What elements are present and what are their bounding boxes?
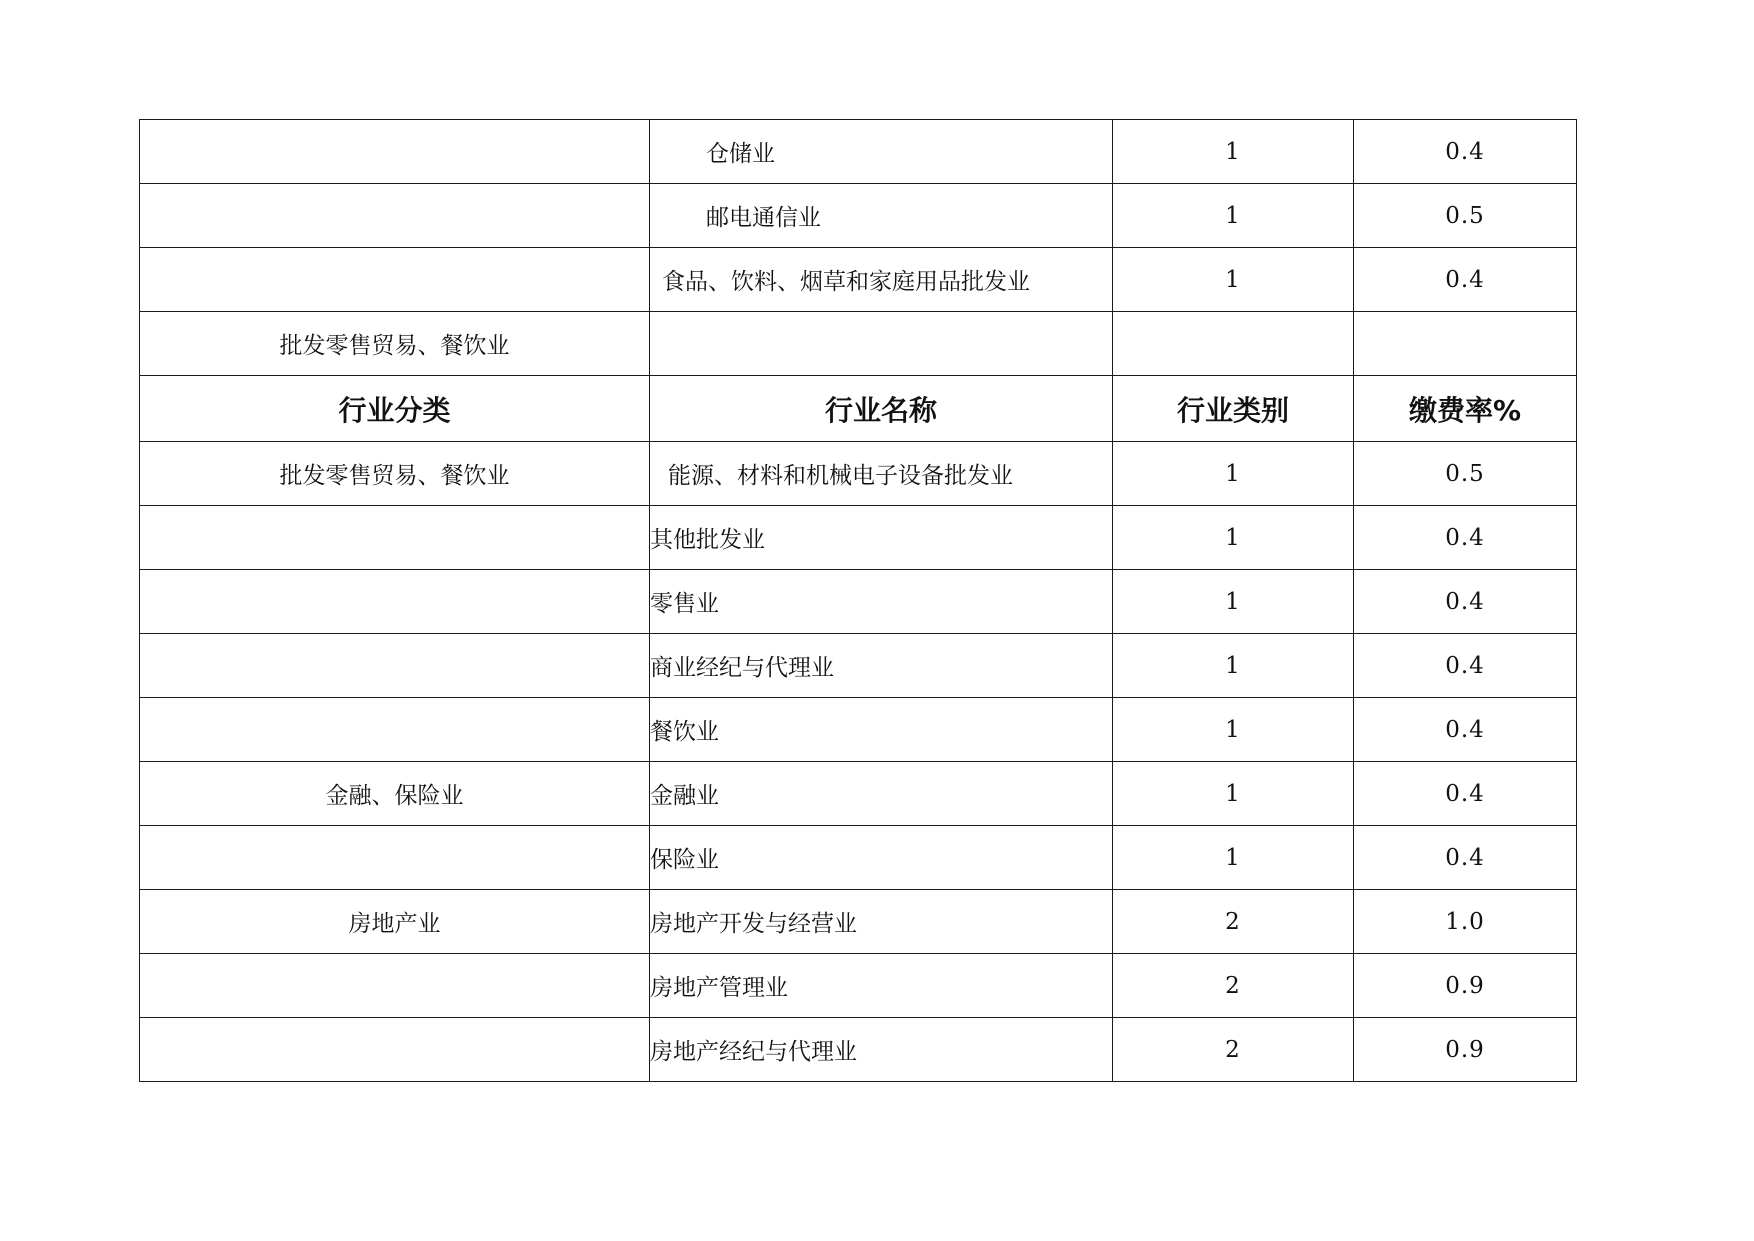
rate-cell: 0.4: [1354, 826, 1577, 890]
industry-class-cell: 2: [1113, 954, 1354, 1018]
category-cell: 批发零售贸易、餐饮业: [140, 442, 650, 506]
industry-name-cell: 商业经纪与代理业: [650, 634, 1113, 698]
table-row: [140, 248, 1577, 312]
industry-class-cell: 1: [1113, 634, 1354, 698]
header-industry-category: 行业分类: [140, 376, 650, 442]
header-industry-name: 行业名称: [650, 376, 1113, 442]
table-row: [140, 890, 1577, 954]
rate-cell: 0.9: [1354, 954, 1577, 1018]
industry-name-cell: 保险业: [650, 826, 1113, 890]
industry-class-cell: 1: [1113, 762, 1354, 826]
table-row: [140, 762, 1577, 826]
table-row: [140, 442, 1577, 506]
industry-name-cell: 能源、材料和机械电子设备批发业: [650, 442, 1113, 506]
rate-cell: 0.5: [1354, 442, 1577, 506]
industry-name-cell: 金融业: [650, 762, 1113, 826]
industry-class-cell: 2: [1113, 890, 1354, 954]
category-cell: [140, 1018, 650, 1082]
table-row: [140, 698, 1577, 762]
header-contribution-rate: 缴费率%: [1354, 376, 1577, 442]
table-row: [140, 1018, 1577, 1082]
industry-name-cell: 仓储业: [650, 120, 1113, 184]
category-cell: [140, 954, 650, 1018]
table-row: [140, 184, 1577, 248]
rate-cell: 0.4: [1354, 506, 1577, 570]
table-header-row: [140, 376, 1577, 442]
category-cell: [140, 120, 650, 184]
rate-cell: 0.4: [1354, 762, 1577, 826]
rate-cell: 0.9: [1354, 1018, 1577, 1082]
industry-name-cell: 餐饮业: [650, 698, 1113, 762]
table-row: [140, 634, 1577, 698]
industry-class-cell: [1113, 312, 1354, 376]
industry-name-cell: 零售业: [650, 570, 1113, 634]
industry-class-cell: 1: [1113, 826, 1354, 890]
category-cell: 金融、保险业: [140, 762, 650, 826]
rate-cell: [1354, 312, 1577, 376]
table-row: [140, 954, 1577, 1018]
industry-class-cell: 1: [1113, 184, 1354, 248]
industry-class-cell: 1: [1113, 570, 1354, 634]
industry-class-cell: 2: [1113, 1018, 1354, 1082]
rate-cell: 0.5: [1354, 184, 1577, 248]
industry-name-cell: 房地产管理业: [650, 954, 1113, 1018]
industry-name-cell: 房地产经纪与代理业: [650, 1018, 1113, 1082]
table-row: [140, 570, 1577, 634]
rate-cell: 0.4: [1354, 570, 1577, 634]
category-cell: [140, 570, 650, 634]
rate-cell: 1.0: [1354, 890, 1577, 954]
category-cell: [140, 698, 650, 762]
industry-name-cell: 其他批发业: [650, 506, 1113, 570]
category-cell: [140, 184, 650, 248]
header-industry-class: 行业类别: [1113, 376, 1354, 442]
industry-name-cell: 食品、饮料、烟草和家庭用品批发业: [650, 248, 1113, 312]
category-cell: [140, 634, 650, 698]
industry-class-cell: 1: [1113, 698, 1354, 762]
category-cell: [140, 826, 650, 890]
category-cell: 批发零售贸易、餐饮业: [140, 312, 650, 376]
industry-name-cell: 邮电通信业: [650, 184, 1113, 248]
industry-class-cell: 1: [1113, 120, 1354, 184]
table-row: [140, 826, 1577, 890]
category-cell: [140, 506, 650, 570]
category-cell: [140, 248, 650, 312]
rate-cell: 0.4: [1354, 120, 1577, 184]
rate-cell: 0.4: [1354, 634, 1577, 698]
industry-class-cell: 1: [1113, 506, 1354, 570]
industry-name-cell: [650, 312, 1113, 376]
industry-class-cell: 1: [1113, 442, 1354, 506]
industry-class-cell: 1: [1113, 248, 1354, 312]
table-row: [140, 120, 1577, 184]
industry-rate-table: [139, 119, 1577, 1082]
category-cell: 房地产业: [140, 890, 650, 954]
table-row: [140, 506, 1577, 570]
table-row: [140, 312, 1577, 376]
industry-name-cell: 房地产开发与经营业: [650, 890, 1113, 954]
rate-cell: 0.4: [1354, 698, 1577, 762]
rate-cell: 0.4: [1354, 248, 1577, 312]
